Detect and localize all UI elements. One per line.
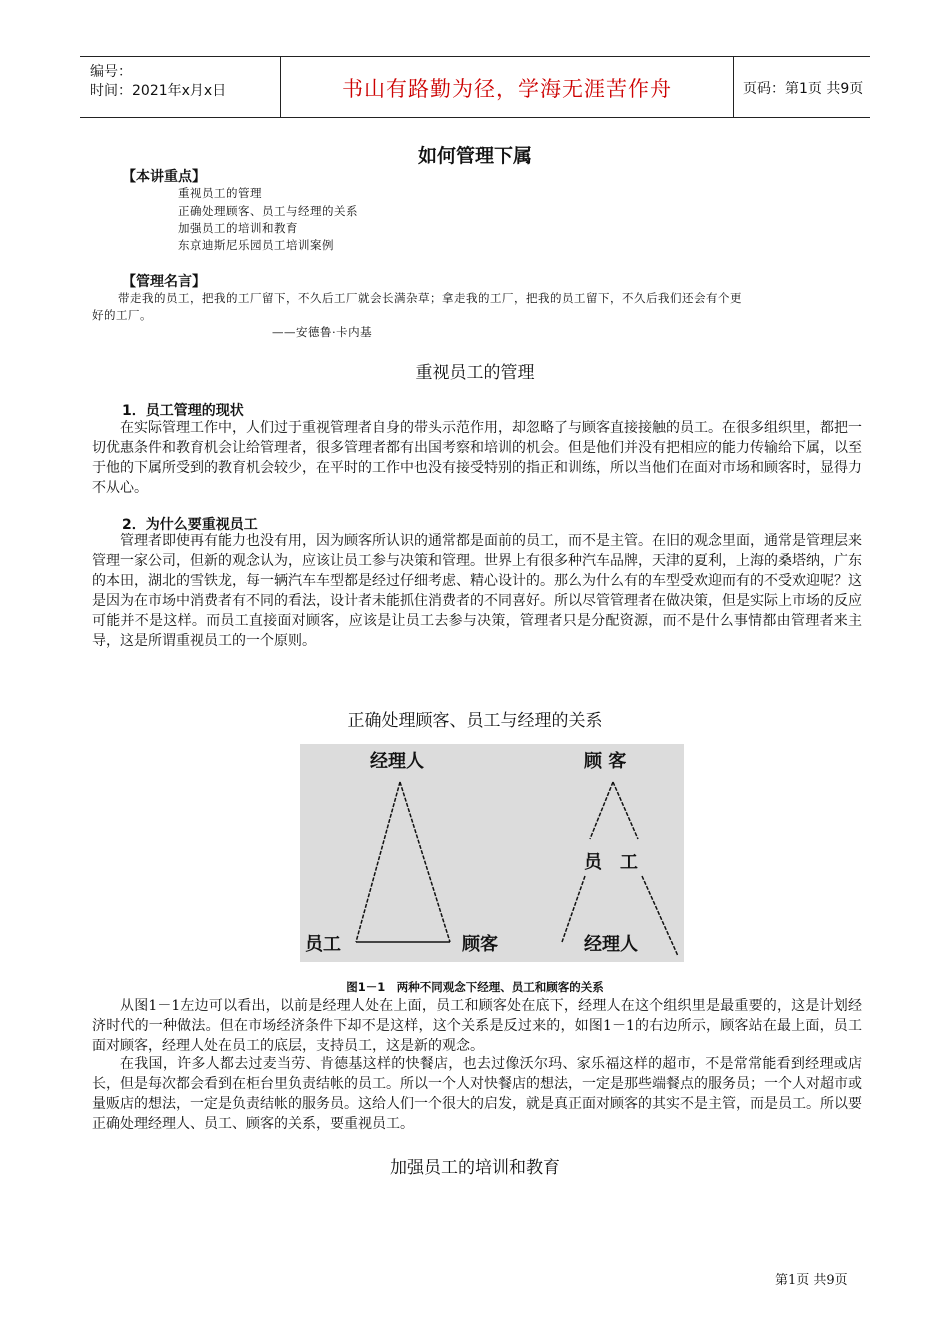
diagram-label-customer-top: 顾 客 [584, 751, 627, 772]
relationship-diagram [300, 744, 684, 962]
paragraph-fastfood-example: 在我国，许多人都去过麦当劳、肯德基这样的快餐店，也去过像沃尔玛、家乐福这样的超市，不是常常能看到经理或店长，但是每次都会看到在柜台里负责结帐的员工。所以一个人对快餐店的想法，一定是那些端餐点的服务员；一个人对超市或量贩店的想法，一定是负责结帐的服务员。这给人们一个很大的启发，就是真正面对顾客的其实不是主管，而是员工。所以要正确处理经理人、员工、顾客的关系，要重视员工。 [92, 1056, 862, 1132]
right-bottom-left-edge [562, 876, 585, 942]
key-point-item: 正确处理顾客、员工与经理的关系 [178, 204, 358, 218]
quote-label: 【管理名言】 [122, 274, 206, 290]
subheading-why: 2．为什么要重视员工 [122, 517, 258, 533]
right-top-right-edge [613, 782, 638, 839]
paragraph-figure-explanation: 从图1－1左边可以看出，以前是经理人处在上面，员工和顾客处在底下，经理人在这个组织里是最重要的，这是计划经济时代的一种做法。但在市场经济条件下却不是这样，这个关系是反过来的，如图1－1的右边所示，顾客站在最上面，员工面对顾客，经理人处在员工的底层，支持员工，这是新的观念。 [92, 998, 862, 1054]
section-title-relationship: 正确处理顾客、员工与经理的关系 [347, 711, 603, 731]
left-triangle-right-edge [400, 782, 450, 942]
diagram-label-manager-top: 经理人 [370, 751, 424, 772]
figure-caption: 图1－1 两种不同观念下经理、员工和顾客的关系 [346, 980, 604, 994]
key-point-item: 加强员工的培训和教育 [178, 221, 298, 235]
time-label: 时间：2021年x月x日 [90, 83, 227, 99]
diagram-label-staff-middle: 员 工 [584, 852, 638, 873]
diagram-label-customer-right: 顾客 [462, 934, 498, 955]
page-header [80, 56, 870, 118]
key-points-label: 【本讲重点】 [122, 169, 206, 185]
subheading-status: 1．员工管理的现状 [122, 403, 244, 419]
quote-line-1: 带走我的员工，把我的工厂留下，不久后工厂就会长满杂草；拿走我的工厂，把我的员工留下，不久后我们还会有个更 [118, 291, 742, 305]
quote-line-2: 好的工厂。 [92, 308, 152, 322]
header-right-cell [733, 57, 870, 117]
right-bottom-right-edge [642, 876, 678, 956]
key-point-item: 东京迪斯尼乐园员工培训案例 [178, 238, 334, 252]
diagram-label-manager-bottom: 经理人 [584, 934, 638, 955]
page-footer: 第1页 共9页 [775, 1273, 848, 1288]
header-left-cell [80, 57, 280, 117]
right-top-left-edge [590, 782, 613, 839]
diagram-label-staff-left: 员工 [305, 934, 341, 955]
paragraph-status: 在实际管理工作中，人们过于重视管理者自身的带头示范作用，却忽略了与顾客直接接触的员工。在很多组织里，都把一切优惠条件和教育机会让给管理者，很多管理者都有出国考察和培训的机会。但是他们并没有把相应的能力传输给下属，以至于他的下属所受到的教育机会较少，在平时的工作中也没有接受特别的指正和训练，所以当他们在面对市场和顾客时，显得力不从心。 [92, 420, 862, 496]
section-title-manage-staff: 重视员工的管理 [415, 363, 535, 383]
header-motto: 书山有路勤为径，学海无涯苦作舟 [342, 77, 672, 101]
header-center-cell [280, 57, 734, 117]
paragraph-why: 管理者即使再有能力也没有用，因为顾客所认识的通常都是面前的员工，而不是主管。在旧的观念里面，通常是管理层来管理一家公司，但新的观念认为，应该让员工参与决策和管理。世界上有很多种汽车品牌，天津的夏利，上海的桑塔纳，广东的本田，湖北的雪铁龙，每一辆汽车车型都是经过仔细考虑、精心设计的。那么为什么有的车型受欢迎而有的不受欢迎呢？这是因为在市场中消费者有不同的看法，设计者未能抓住消费者的不同喜好。所以尽管管理者在做决策，但是实际上市场的反应可能并不是这样。而员工直接面对顾客，应该是让员工去参与决策，管理者只是分配资源，而不是什么事情都由管理者来主导，这是所谓重视员工的一个原则。 [92, 533, 862, 649]
page-info: 页码：第1页 共9页 [743, 81, 864, 97]
left-triangle-left-edge [356, 782, 400, 942]
quote-author: ——安德鲁·卡内基 [272, 325, 373, 339]
page-title: 如何管理下属 [417, 145, 532, 167]
number-label: 编号： [90, 64, 132, 80]
key-point-item: 重视员工的管理 [178, 186, 262, 200]
section-title-training: 加强员工的培训和教育 [390, 1158, 560, 1178]
